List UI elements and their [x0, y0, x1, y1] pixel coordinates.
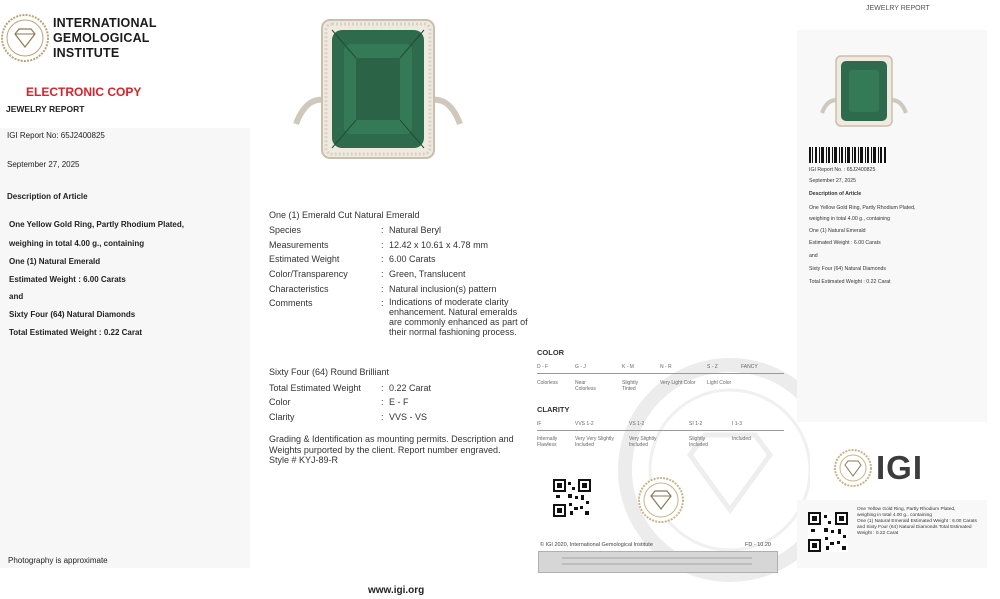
- jewelry-report-header: JEWELRY REPORT: [866, 5, 930, 12]
- report-date: September 27, 2025: [7, 160, 80, 169]
- description-line: and: [9, 292, 24, 301]
- emerald-ring-image: [288, 12, 468, 167]
- right-report-number: IGI Report No. : 65J2400825: [809, 167, 876, 173]
- right-description-line: Total Estimated Weight : 0.22 Carat: [809, 279, 891, 285]
- description-line: Estimated Weight : 6.00 Carats: [9, 275, 126, 284]
- jewelry-report-label: JEWELRY REPORT: [6, 104, 85, 114]
- report-number: IGI Report No: 65J2400825: [7, 131, 105, 140]
- institute-name: INTERNATIONAL GEMOLOGICAL INSTITUTE: [53, 16, 157, 60]
- copyright-text: © IGI 2020, International Gemological Institute: [540, 542, 653, 548]
- color-grade: N - R: [660, 364, 672, 370]
- right-description-title: Description of Article: [809, 191, 862, 197]
- color-scale-title: COLOR: [537, 348, 565, 357]
- igi-seal-icon: [0, 13, 50, 63]
- color-desc: Slightly Tinted: [622, 380, 639, 392]
- description-line: One Yellow Gold Ring, Partly Rhodium Plated,: [9, 220, 184, 229]
- right-description-line: Estimated Weight : 6.00 Carats: [809, 240, 881, 246]
- clarity-desc: Slightly Included: [689, 436, 708, 448]
- color-desc: Very Light Color: [660, 380, 696, 386]
- color-desc: Near Colorless: [575, 380, 596, 392]
- form-code: FD - 10.20: [745, 542, 771, 548]
- website-link[interactable]: www.igi.org: [368, 585, 425, 596]
- diamonds-title: Sixty Four (64) Round Brilliant: [269, 367, 390, 377]
- barcode-icon: [809, 147, 887, 163]
- right-summary: One Yellow Gold Ring, Partly Rhodium Plated, weighing in total 4.00 g., containing One (1) Natural Emerald Estimated Weight : 6.00 Carats and Sixty Four (64) Natural Diamonds Total Estimated Weight : 0.22 Carat: [857, 507, 977, 536]
- clarity-grade: I 1-3: [732, 421, 743, 427]
- clarity-desc: Very Very Slightly Included: [575, 436, 614, 448]
- description-line: Total Estimated Weight : 0.22 Carat: [9, 328, 143, 337]
- description-line: Sixty Four (64) Natural Diamonds: [9, 310, 136, 319]
- clarity-desc: Included: [732, 436, 751, 442]
- igi-seal-icon: [833, 448, 873, 488]
- color-grade: G - J: [575, 364, 586, 370]
- color-desc: Colorless: [537, 380, 558, 386]
- description-line: One (1) Natural Emerald: [9, 257, 101, 266]
- description-line: weighing in total 4.00 g., containing: [9, 239, 145, 248]
- right-report-date: September 27, 2025: [809, 178, 857, 184]
- igi-brand-logo: IGI: [876, 449, 924, 486]
- clarity-grade: SI 1-2: [689, 421, 703, 427]
- security-features-line: [562, 563, 752, 565]
- security-features-line: [562, 557, 752, 559]
- qr-code-icon[interactable]: [553, 479, 591, 517]
- clarity-grade: IF: [537, 421, 542, 427]
- emerald-comments: Indications of moderate clarity enhancement. Natural emeralds are commonly enhanced as part of their normal fashioning process.: [389, 297, 528, 337]
- qr-code-icon[interactable]: [808, 512, 848, 552]
- clarity-grade: VS 1-2: [629, 421, 645, 427]
- right-description-line: and: [809, 253, 818, 259]
- color-grade: FANCY: [741, 364, 758, 370]
- right-description-line: Sixty Four (64) Natural Diamonds: [809, 266, 886, 272]
- clarity-grade: VVS 1-2: [575, 421, 594, 427]
- description-title: Description of Article: [7, 192, 88, 201]
- clarity-desc: Internally Flawless: [537, 436, 558, 448]
- color-scale-line: [537, 373, 784, 374]
- grading-note: Grading & Identification as mounting permits. Description and Weights purported by the client. Report number engraved. Style # KYJ-89-R: [269, 434, 514, 465]
- clarity-desc: Very Slightly Included: [629, 436, 657, 448]
- right-description-line: One (1) Natural Emerald: [809, 228, 866, 234]
- color-grade: S - Z: [707, 364, 718, 370]
- igi-seal-icon: [637, 476, 685, 524]
- photography-note: Photography is approximate: [8, 556, 108, 565]
- security-features-bar: [538, 551, 778, 573]
- color-grade: D - F: [537, 364, 549, 370]
- electronic-copy-label: ELECTRONIC COPY: [26, 85, 142, 99]
- color-desc: Light Color: [707, 380, 732, 386]
- right-description-line: weighing in total 4.00 g., containing: [809, 216, 891, 222]
- emerald-title: One (1) Emerald Cut Natural Emerald: [269, 210, 420, 220]
- emerald-ring-thumbnail: [818, 53, 910, 131]
- color-grade: K - M: [622, 364, 634, 370]
- clarity-scale-title: CLARITY: [537, 405, 570, 414]
- clarity-scale-line: [537, 430, 784, 431]
- right-description-line: One Yellow Gold Ring, Partly Rhodium Plated,: [809, 205, 916, 211]
